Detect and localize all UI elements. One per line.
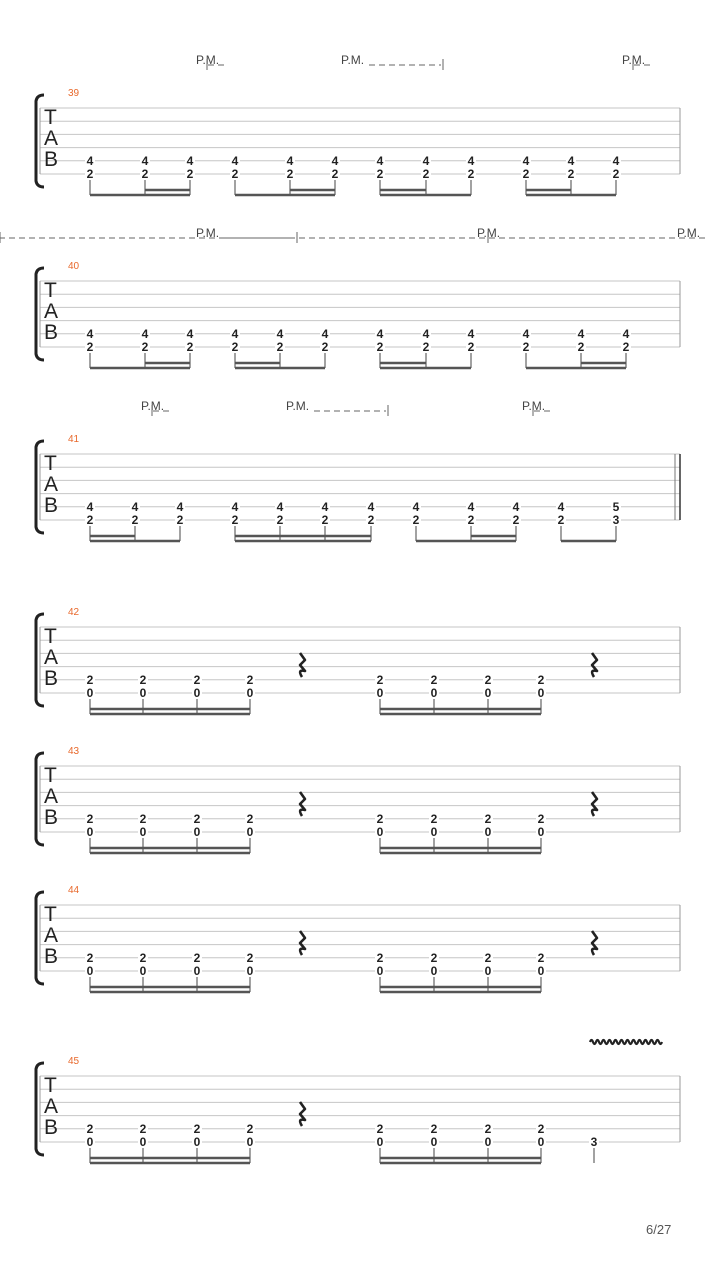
fret-number: 2: [537, 950, 545, 965]
fret-number: 2: [246, 950, 254, 965]
fret-number: 4: [612, 153, 620, 168]
fret-number: 2: [430, 1121, 438, 1136]
tab-clef-letter: T: [44, 452, 57, 475]
palm-mute-label: P.M.: [196, 53, 220, 67]
fret-number: 2: [376, 811, 384, 826]
palm-mute-label: P.M.: [196, 226, 220, 240]
fret-number: 2: [612, 167, 620, 181]
palm-mute-marking: [196, 53, 224, 70]
fret-number: 4: [186, 326, 194, 341]
palm-mute-marking: [286, 399, 388, 416]
fret-number: 4: [512, 499, 520, 514]
fret-number: 0: [537, 686, 545, 700]
tab-clef-letter: B: [44, 494, 59, 517]
fret-number: 2: [86, 167, 94, 181]
fret-number: 0: [139, 1135, 147, 1149]
palm-mute-label: P.M.: [477, 226, 501, 240]
quarter-rest: [300, 792, 305, 816]
fret-number: 2: [186, 167, 194, 181]
palm-mute-label: P.M.: [341, 53, 365, 67]
tab-clef-letter: A: [44, 300, 59, 323]
fret-number: 4: [131, 499, 139, 514]
page-number: 6/27: [646, 1222, 672, 1237]
tab-clef-letter: T: [44, 903, 57, 926]
fret-number: 4: [231, 499, 239, 514]
quarter-rest: [592, 792, 597, 816]
fret-number: 2: [522, 167, 530, 181]
fret-number: 0: [537, 1135, 545, 1149]
fret-number: 2: [484, 1121, 492, 1136]
fret-number: 2: [376, 1121, 384, 1136]
fret-number: 2: [331, 167, 339, 181]
fret-number: 0: [430, 686, 438, 700]
fret-number: 2: [139, 950, 147, 965]
fret-number: 4: [467, 326, 475, 341]
fret-number: 0: [246, 825, 254, 839]
fret-number: 2: [367, 513, 375, 527]
fret-number: 0: [484, 1135, 492, 1149]
fret-number: 2: [276, 340, 284, 354]
fret-number: 2: [484, 672, 492, 687]
fret-number: 4: [276, 499, 284, 514]
quarter-rest: [300, 931, 305, 955]
fret-number: 2: [467, 167, 475, 181]
fret-number: 4: [321, 499, 329, 514]
fret-number: 5: [612, 499, 620, 514]
fret-number: 4: [321, 326, 329, 341]
tab-clef-letter: B: [44, 321, 59, 344]
fret-number: 3: [612, 513, 620, 527]
fret-number: 2: [139, 672, 147, 687]
fret-number: 2: [86, 1121, 94, 1136]
fret-number: 0: [86, 964, 94, 978]
fret-number: 2: [231, 340, 239, 354]
fret-number: 2: [522, 340, 530, 354]
fret-number: 0: [376, 825, 384, 839]
fret-number: 0: [430, 1135, 438, 1149]
tab-clef-letter: T: [44, 625, 57, 648]
fret-number: 4: [522, 326, 530, 341]
palm-mute-marking: [196, 226, 297, 243]
fret-number: 4: [286, 153, 294, 168]
fret-number: 2: [484, 811, 492, 826]
fret-number: 4: [467, 499, 475, 514]
tab-clef-letter: B: [44, 806, 59, 829]
fret-number: 4: [376, 326, 384, 341]
fret-number: 2: [286, 167, 294, 181]
quarter-rest: [592, 931, 597, 955]
fret-number: 2: [537, 1121, 545, 1136]
fret-number: 4: [467, 153, 475, 168]
fret-number: 4: [557, 499, 565, 514]
fret-number: 4: [176, 499, 184, 514]
measure-number: 42: [68, 607, 80, 618]
tab-clef-letter: T: [44, 1074, 57, 1097]
tab-clef-letter: B: [44, 1116, 59, 1139]
tab-clef-letter: A: [44, 1095, 59, 1118]
fret-number: 0: [537, 825, 545, 839]
fret-number: 4: [86, 499, 94, 514]
measure-number: 40: [68, 261, 80, 272]
fret-number: 0: [246, 1135, 254, 1149]
fret-number: 2: [86, 340, 94, 354]
fret-number: 0: [139, 964, 147, 978]
fret-number: 4: [141, 326, 149, 341]
fret-number: 2: [537, 811, 545, 826]
fret-number: 0: [139, 686, 147, 700]
fret-number: 4: [186, 153, 194, 168]
fret-number: 0: [246, 686, 254, 700]
fret-number: 4: [86, 326, 94, 341]
fret-number: 3: [590, 1135, 598, 1149]
quarter-rest: [300, 653, 305, 677]
fret-number: 2: [430, 950, 438, 965]
fret-number: 2: [622, 340, 630, 354]
fret-number: 2: [376, 950, 384, 965]
palm-mute-label: P.M.: [622, 53, 646, 67]
measure-number: 43: [68, 746, 80, 757]
fret-number: 2: [577, 340, 585, 354]
tab-system-43: [36, 746, 680, 853]
fret-number: 2: [141, 167, 149, 181]
fret-number: 4: [231, 153, 239, 168]
fret-number: 2: [484, 950, 492, 965]
fret-number: 2: [231, 513, 239, 527]
fret-number: 2: [86, 811, 94, 826]
tab-clef-letter: T: [44, 106, 57, 129]
tab-system-42: [36, 607, 680, 714]
fret-number: 2: [376, 672, 384, 687]
fret-number: 2: [537, 672, 545, 687]
fret-number: 2: [376, 167, 384, 181]
fret-number: 4: [412, 499, 420, 514]
fret-number: 0: [537, 964, 545, 978]
tab-system-45: [36, 1040, 680, 1163]
fret-number: 2: [246, 672, 254, 687]
tab-clef-letter: A: [44, 924, 59, 947]
tab-system-39: [36, 53, 680, 195]
tab-clef-letter: A: [44, 785, 59, 808]
fret-number: 4: [231, 326, 239, 341]
fret-number: 2: [467, 340, 475, 354]
fret-number: 0: [193, 1135, 201, 1149]
fret-number: 2: [430, 811, 438, 826]
tab-clef-letter: A: [44, 646, 59, 669]
fret-number: 2: [86, 672, 94, 687]
tab-system-41: [36, 399, 680, 541]
fret-number: 4: [422, 153, 430, 168]
fret-number: 0: [193, 825, 201, 839]
measure-number: 41: [68, 434, 80, 445]
fret-number: 0: [484, 825, 492, 839]
fret-number: 0: [193, 686, 201, 700]
fret-number: 2: [246, 811, 254, 826]
fret-number: 2: [193, 1121, 201, 1136]
tab-clef-letter: T: [44, 764, 57, 787]
fret-number: 0: [376, 964, 384, 978]
fret-number: 4: [141, 153, 149, 168]
fret-number: 0: [430, 964, 438, 978]
palm-mute-marking: [522, 399, 550, 416]
tab-clef-letter: B: [44, 667, 59, 690]
fret-number: 4: [86, 153, 94, 168]
fret-number: 2: [193, 672, 201, 687]
measure-number: 45: [68, 1056, 80, 1067]
fret-number: 0: [86, 825, 94, 839]
fret-number: 4: [376, 153, 384, 168]
palm-mute-marking: [141, 399, 169, 416]
fret-number: 2: [231, 167, 239, 181]
fret-number: 2: [193, 950, 201, 965]
fret-number: 4: [522, 153, 530, 168]
palm-mute-label: P.M.: [286, 399, 310, 413]
palm-mute-marking: [341, 53, 443, 70]
fret-number: 2: [430, 672, 438, 687]
fret-number: 2: [139, 811, 147, 826]
fret-number: 0: [246, 964, 254, 978]
fret-number: 2: [186, 340, 194, 354]
fret-number: 2: [193, 811, 201, 826]
tab-clef-letter: A: [44, 473, 59, 496]
tab-clef-letter: B: [44, 148, 59, 171]
fret-number: 0: [86, 1135, 94, 1149]
fret-number: 0: [484, 964, 492, 978]
tab-clef-letter: A: [44, 127, 59, 150]
quarter-rest: [300, 1102, 305, 1126]
fret-number: 4: [567, 153, 575, 168]
quarter-rest: [592, 653, 597, 677]
tab-system-44: [36, 885, 680, 992]
fret-number: 2: [139, 1121, 147, 1136]
fret-number: 2: [246, 1121, 254, 1136]
fret-number: 2: [176, 513, 184, 527]
fret-number: 4: [367, 499, 375, 514]
fret-number: 2: [512, 513, 520, 527]
fret-number: 2: [422, 167, 430, 181]
palm-mute-marking: [622, 53, 650, 70]
fret-number: 4: [276, 326, 284, 341]
tab-clef-letter: T: [44, 279, 57, 302]
palm-mute-label: P.M.: [522, 399, 546, 413]
tab-clef-letter: B: [44, 945, 59, 968]
palm-mute-marking: [0, 226, 705, 243]
fret-number: 2: [422, 340, 430, 354]
fret-number: 0: [430, 825, 438, 839]
palm-mute-label: P.M.: [677, 226, 701, 240]
measure-number: 39: [68, 88, 80, 99]
fret-number: 0: [484, 686, 492, 700]
fret-number: 2: [131, 513, 139, 527]
fret-number: 2: [141, 340, 149, 354]
fret-number: 2: [276, 513, 284, 527]
fret-number: 0: [376, 686, 384, 700]
fret-number: 2: [567, 167, 575, 181]
fret-number: 2: [321, 513, 329, 527]
fret-number: 2: [321, 340, 329, 354]
fret-number: 0: [193, 964, 201, 978]
fret-number: 2: [86, 513, 94, 527]
fret-number: 2: [557, 513, 565, 527]
fret-number: 0: [139, 825, 147, 839]
fret-number: 2: [467, 513, 475, 527]
fret-number: 4: [622, 326, 630, 341]
palm-mute-marking: [477, 226, 505, 243]
measure-number: 44: [68, 885, 80, 896]
tab-system-40: [0, 226, 705, 368]
fret-number: 4: [577, 326, 585, 341]
palm-mute-label: P.M.: [141, 399, 165, 413]
fret-number: 2: [86, 950, 94, 965]
fret-number: 2: [412, 513, 420, 527]
fret-number: 4: [422, 326, 430, 341]
fret-number: 2: [376, 340, 384, 354]
fret-number: 0: [86, 686, 94, 700]
vibrato-marking: [590, 1040, 662, 1044]
fret-number: 0: [376, 1135, 384, 1149]
fret-number: 4: [331, 153, 339, 168]
